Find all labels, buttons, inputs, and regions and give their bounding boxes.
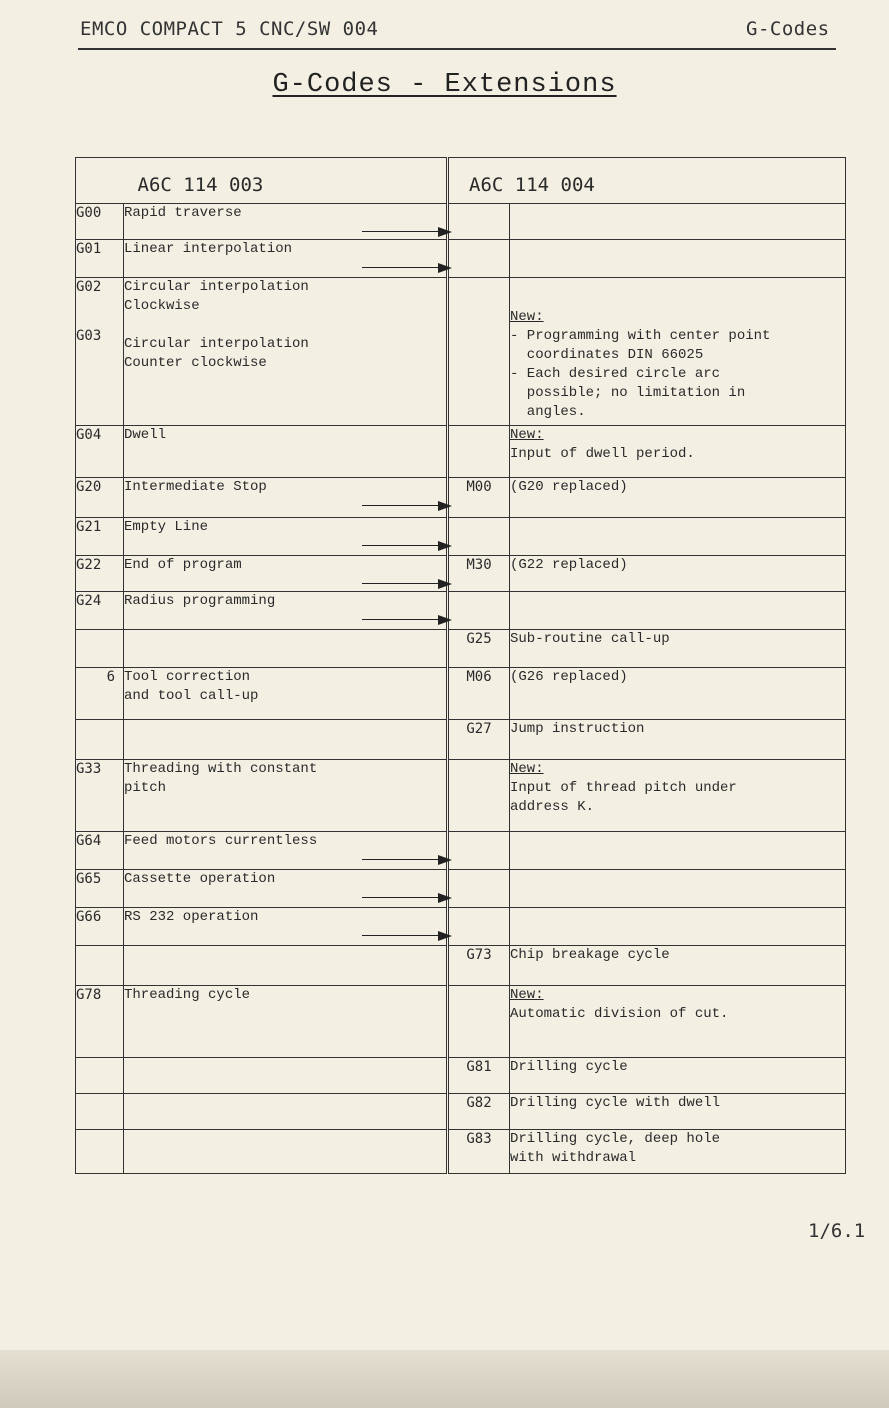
- description-line: address K.: [510, 799, 595, 815]
- old-description: [124, 668, 356, 720]
- old-description: [124, 760, 356, 832]
- old-code: G78: [76, 986, 124, 1058]
- old-code: G24: [76, 592, 124, 630]
- old-code: G65: [76, 870, 124, 908]
- page-title: G-Codes - Extensions: [272, 70, 617, 100]
- arrow-cell: [356, 832, 448, 870]
- old-description: [124, 720, 356, 760]
- header-right: G-Codes: [746, 18, 830, 40]
- new-description: [510, 946, 846, 986]
- description-line: Rapid traverse: [124, 205, 242, 221]
- right-arrow-icon: [362, 614, 454, 626]
- arrow-cell: [356, 426, 448, 478]
- description-line: End of program: [124, 557, 242, 573]
- description-line: Jump instruction: [510, 721, 645, 737]
- new-description: [510, 986, 846, 1058]
- new-code: [448, 592, 510, 630]
- right-arrow-icon: [362, 262, 454, 274]
- old-description: [124, 518, 356, 556]
- new-description: [510, 870, 846, 908]
- description-line: possible; no limitation in: [510, 385, 746, 401]
- arrow-cell: [356, 760, 448, 832]
- new-code: G81: [448, 1058, 510, 1094]
- table-row: [76, 518, 846, 556]
- description-line: Threading cycle: [124, 987, 251, 1003]
- arrow-cell: [356, 946, 448, 986]
- table-row: [76, 278, 846, 426]
- table-row: [76, 592, 846, 630]
- table-row: [76, 760, 846, 832]
- description-line: Input of dwell period.: [510, 446, 695, 462]
- right-arrow-icon: [362, 540, 454, 552]
- description-line: Radius programming: [124, 593, 276, 609]
- new-heading: New:: [510, 309, 544, 325]
- table-row: [76, 204, 846, 240]
- description-line: Linear interpolation: [124, 241, 293, 257]
- old-code: 6: [76, 668, 124, 720]
- description-line: Dwell: [124, 427, 167, 443]
- new-code: [448, 870, 510, 908]
- table-row: [76, 720, 846, 760]
- old-code: [76, 946, 124, 986]
- description-line: Chip breakage cycle: [510, 947, 670, 963]
- old-code-line: G03: [76, 328, 102, 344]
- arrow-cell: [356, 630, 448, 668]
- new-code: [448, 908, 510, 946]
- description-line: Circular interpolation: [124, 279, 309, 295]
- table-row: [76, 870, 846, 908]
- old-description: [124, 478, 356, 518]
- old-description: [124, 832, 356, 870]
- description-line: Feed motors currentless: [124, 833, 318, 849]
- description-line: Drilling cycle with dwell: [510, 1095, 721, 1111]
- right-arrow-icon: [362, 892, 454, 904]
- new-code: [448, 832, 510, 870]
- new-code: [448, 204, 510, 240]
- description-line: Circular interpolation: [124, 336, 309, 352]
- description-line: Intermediate Stop: [124, 479, 267, 495]
- new-description: [510, 426, 846, 478]
- old-code: [76, 1094, 124, 1130]
- table-row: [76, 478, 846, 518]
- arrow-cell: [356, 1058, 448, 1094]
- description-line: Tool correction: [124, 669, 251, 685]
- description-line: Clockwise: [124, 298, 200, 314]
- table-row: [76, 426, 846, 478]
- new-description: [510, 908, 846, 946]
- old-code: [76, 1130, 124, 1174]
- new-description: [510, 720, 846, 760]
- new-description: [510, 832, 846, 870]
- new-code: [448, 760, 510, 832]
- new-description: [510, 204, 846, 240]
- description-line: Cassette operation: [124, 871, 276, 887]
- table-row: [76, 630, 846, 668]
- table-row: [76, 908, 846, 946]
- new-description: [510, 240, 846, 278]
- old-description: [124, 908, 356, 946]
- new-code: M00: [448, 478, 510, 518]
- new-heading: New:: [510, 427, 544, 443]
- new-description: [510, 668, 846, 720]
- table-row: [76, 1058, 846, 1094]
- table-row: [76, 668, 846, 720]
- description-line: Empty Line: [124, 519, 209, 535]
- old-code: G21: [76, 518, 124, 556]
- new-code: G73: [448, 946, 510, 986]
- arrow-cell: [356, 986, 448, 1058]
- old-code: G66: [76, 908, 124, 946]
- description-line: Sub-routine call-up: [510, 631, 670, 647]
- table-row: [76, 1094, 846, 1130]
- new-code: M06: [448, 668, 510, 720]
- description-line: with withdrawal: [510, 1150, 637, 1166]
- new-description: [510, 278, 846, 426]
- old-description: [124, 630, 356, 668]
- new-description: [510, 478, 846, 518]
- old-code: [76, 630, 124, 668]
- old-description: [124, 204, 356, 240]
- new-code: G83: [448, 1130, 510, 1174]
- description-line: Automatic division of cut.: [510, 1006, 729, 1022]
- spacer: [76, 297, 123, 327]
- gcode-table: [75, 157, 846, 1174]
- old-description: [124, 556, 356, 592]
- arrow-cell: [356, 592, 448, 630]
- old-description: [124, 1058, 356, 1094]
- old-code: [76, 278, 124, 426]
- description-line: (G22 replaced): [510, 557, 628, 573]
- header-left: EMCO COMPACT 5 CNC/SW 004: [80, 18, 379, 40]
- description-line: Drilling cycle: [510, 1059, 628, 1075]
- description-line: coordinates DIN 66025: [510, 347, 704, 363]
- description-line: Drilling cycle, deep hole: [510, 1131, 721, 1147]
- description-line: (G26 replaced): [510, 669, 628, 685]
- old-code: [76, 1058, 124, 1094]
- page-edge: [0, 1350, 889, 1408]
- new-code: [448, 426, 510, 478]
- old-code: G33: [76, 760, 124, 832]
- new-description: [510, 760, 846, 832]
- description-line: - Each desired circle arc: [510, 366, 721, 382]
- right-arrow-icon: [362, 854, 454, 866]
- description-line: RS 232 operation: [124, 909, 259, 925]
- page-number: 1/6.1: [808, 1220, 866, 1242]
- new-description: [510, 1058, 846, 1094]
- new-code: G27: [448, 720, 510, 760]
- arrow-cell: [356, 478, 448, 518]
- arrow-cell: [356, 240, 448, 278]
- description-line: Threading with constant pitch: [124, 761, 318, 796]
- old-code: G04: [76, 426, 124, 478]
- old-description: [124, 1094, 356, 1130]
- old-description: [124, 278, 356, 426]
- old-code: G01: [76, 240, 124, 278]
- right-arrow-icon: [362, 930, 454, 942]
- column-right-heading: A6C 114 004: [448, 158, 846, 204]
- new-description: [510, 1130, 846, 1174]
- old-code: [76, 720, 124, 760]
- arrow-cell: [356, 870, 448, 908]
- table-row: [76, 556, 846, 592]
- new-heading: New:: [510, 987, 544, 1003]
- arrow-cell: [356, 204, 448, 240]
- new-description: [510, 518, 846, 556]
- new-code: [448, 278, 510, 426]
- new-code: G82: [448, 1094, 510, 1130]
- new-description: [510, 1094, 846, 1130]
- old-description: [124, 426, 356, 478]
- arrow-cell: [356, 518, 448, 556]
- old-code: G64: [76, 832, 124, 870]
- right-arrow-icon: [362, 578, 454, 590]
- description-line: and tool call-up: [124, 688, 259, 704]
- arrow-cell: [356, 556, 448, 592]
- old-description: [124, 946, 356, 986]
- table-row: [76, 240, 846, 278]
- description-line: angles.: [510, 404, 586, 420]
- old-description: [124, 240, 356, 278]
- old-code: G00: [76, 204, 124, 240]
- table-row: [76, 946, 846, 986]
- table-header-row: [76, 158, 846, 204]
- arrow-cell: [356, 1130, 448, 1174]
- table-row: [76, 986, 846, 1058]
- description-line: - Programming with center point: [510, 328, 771, 344]
- arrow-cell: [356, 278, 448, 426]
- old-description: [124, 986, 356, 1058]
- old-description: [124, 870, 356, 908]
- old-description: [124, 1130, 356, 1174]
- description-line: [124, 316, 356, 335]
- new-code: G25: [448, 630, 510, 668]
- new-code: M30: [448, 556, 510, 592]
- description-line: Input of thread pitch under: [510, 780, 737, 796]
- new-description: [510, 556, 846, 592]
- table-row: [76, 1130, 846, 1174]
- table-row: [76, 832, 846, 870]
- arrow-cell: [356, 1094, 448, 1130]
- arrow-cell: [356, 668, 448, 720]
- description-line: (G20 replaced): [510, 479, 628, 495]
- right-arrow-icon: [362, 226, 454, 238]
- old-code: G22: [76, 556, 124, 592]
- new-description: [510, 630, 846, 668]
- header-rule: [78, 48, 836, 50]
- new-description: [510, 592, 846, 630]
- description-line: Counter clockwise: [124, 355, 267, 371]
- new-code: [448, 986, 510, 1058]
- new-heading: New:: [510, 761, 544, 777]
- arrow-cell: [356, 908, 448, 946]
- new-code: [448, 240, 510, 278]
- new-code: [448, 518, 510, 556]
- arrow-cell: [356, 720, 448, 760]
- old-code-line: G02: [76, 279, 102, 295]
- old-description: [124, 592, 356, 630]
- column-left-heading: A6C 114 003: [124, 158, 448, 204]
- old-code: G20: [76, 478, 124, 518]
- right-arrow-icon: [362, 500, 454, 512]
